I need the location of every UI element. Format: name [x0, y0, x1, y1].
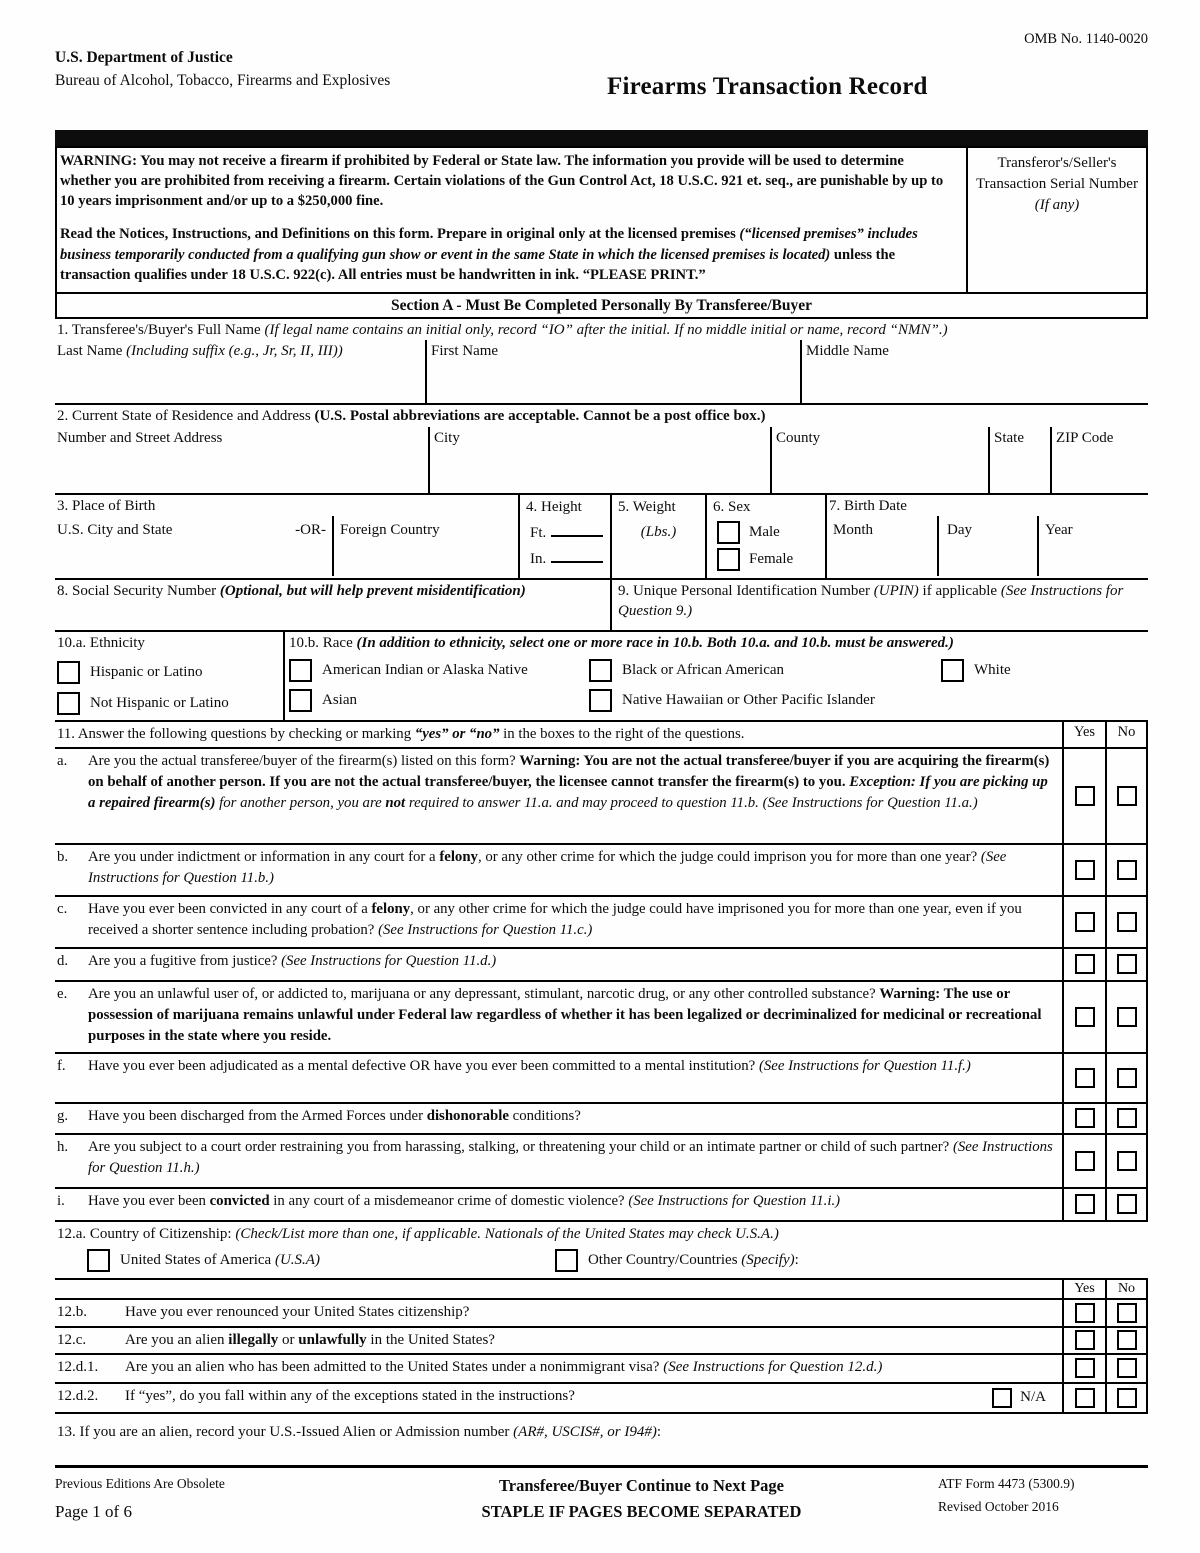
q12-yes-column-header: Yes: [1062, 1280, 1105, 1299]
race-black-label: Black or African American: [622, 662, 785, 679]
birth-year-field[interactable]: Year: [1037, 516, 1148, 576]
upin-field[interactable]: 9. Unique Personal Identification Number (UPIN) if applicable (See Instructions for Question 9.): [610, 580, 1148, 630]
q11i-no-checkbox[interactable]: [1117, 1194, 1137, 1214]
q11f-yes-checkbox[interactable]: [1075, 1068, 1095, 1088]
q7-birth-date: [825, 495, 1148, 578]
form-title: Firearms Transaction Record: [607, 73, 928, 100]
q12-no-column-header: No: [1105, 1280, 1148, 1299]
q11c-no-checkbox[interactable]: [1117, 912, 1137, 932]
race-american-indian-checkbox[interactable]: [289, 659, 312, 682]
last-name-label: Last Name (Including suffix (e.g., Jr, Sr, II, III)): [57, 343, 343, 360]
q12b-number: 12.b.: [57, 1304, 87, 1321]
q11g-no-checkbox[interactable]: [1117, 1108, 1137, 1128]
q11a-yes-checkbox[interactable]: [1075, 786, 1095, 806]
q12-header-row: [55, 1280, 1148, 1301]
q11-questions-table: [55, 722, 1148, 1222]
ethnicity-hispanic-label: Hispanic or Latino: [90, 664, 203, 681]
q12a-citizenship: [55, 1222, 1148, 1280]
warning-paragraph-2: Read the Notices, Instructions, and Definitions on this form. Prepare in original only at the licensed premises (“licensed premises” includes business temporarily conducted from a qualifying gun show or event in the same State in which the licensed premises is located) unless the transaction qualifies under 18 U.S.C. 922(c). All entries must be handwritten in ink. “PLEASE PRINT.”: [60, 226, 918, 283]
q12d2-yes-checkbox[interactable]: [1075, 1388, 1095, 1408]
q11b-text: Are you under indictment or information in any court for a felony, or any other crime for which the judge could imprison you for more than one year? (See Instructions for Question 11.b.): [88, 848, 1007, 886]
height-ft-field[interactable]: [551, 524, 603, 537]
q12b-text: Have you ever renounced your United States citizenship?: [125, 1304, 470, 1321]
revision-date: Revised October 2016: [938, 1499, 1059, 1515]
q11h-no-checkbox[interactable]: [1117, 1151, 1137, 1171]
sex-male-label: Male: [749, 524, 780, 541]
q12c-number: 12.c.: [57, 1331, 87, 1348]
q11e-row: [55, 982, 1148, 1054]
q11c-row: [55, 897, 1148, 949]
birth-day-field[interactable]: Day: [937, 516, 1037, 576]
q11b-row: [55, 845, 1148, 897]
q12c-no-checkbox[interactable]: [1117, 1330, 1137, 1350]
first-name-field[interactable]: First Name: [425, 340, 800, 403]
row-q1-full-name: [55, 319, 1148, 405]
q11i-yes-checkbox[interactable]: [1075, 1194, 1095, 1214]
us-city-state-label: U.S. City and State: [57, 521, 173, 538]
q12-questions-table: [55, 1280, 1148, 1414]
q12c-yes-checkbox[interactable]: [1075, 1330, 1095, 1350]
height-in-field[interactable]: [551, 550, 603, 563]
q11f-text: Have you ever been adjudicated as a mental defective OR have you ever been committed to a mental institution? (See Instructions for Question 11.f.): [88, 1057, 971, 1074]
q11a-no-checkbox[interactable]: [1117, 786, 1137, 806]
page-number: Page 1 of 6: [55, 1502, 132, 1522]
q11g-yes-checkbox[interactable]: [1075, 1108, 1095, 1128]
middle-name-field[interactable]: Middle Name: [800, 340, 1148, 403]
row-q3-q7: [55, 495, 1148, 580]
no-column-header: No: [1105, 722, 1148, 747]
city-field[interactable]: City: [428, 427, 770, 493]
section-a-header: Section A - Must Be Completed Personally By Transferee/Buyer: [55, 294, 1148, 319]
q11d-row: [55, 949, 1148, 982]
q5-weight: [610, 495, 705, 578]
q11e-no-checkbox[interactable]: [1117, 1007, 1137, 1027]
race-asian-label: Asian: [322, 692, 357, 709]
q13-alien-number[interactable]: [55, 1414, 1148, 1465]
q11g-letter: g.: [57, 1107, 69, 1124]
staple-note: STAPLE IF PAGES BECOME SEPARATED: [481, 1502, 802, 1522]
q1-label: 1. Transferee's/Buyer's Full Name (If legal name contains an initial only, record “IO” after the initial. If no middle initial or name, record “NMN”.): [57, 322, 948, 338]
race-asian-checkbox[interactable]: [289, 689, 312, 712]
q10a-ethnicity: [55, 632, 283, 720]
citizenship-usa-label: United States of America (U.S.A): [120, 1252, 320, 1269]
q2-label: 2. Current State of Residence and Address (U.S. Postal abbreviations are acceptable. Cannot be a post office box.): [57, 408, 766, 425]
row-q10-ethnicity-race: [55, 632, 1148, 722]
warning-paragraph-1: WARNING: You may not receive a firearm if prohibited by Federal or State law. The information you provide will be used to determine whether you are prohibited from receiving a firearm. Certain violations of the Gun Control Act, 18 U.S.C. 921 et. seq., are punishable by up to 10 years imprisonment and/or up to a $250,000 fine.: [60, 153, 944, 210]
q11e-letter: e.: [57, 985, 68, 1002]
q11d-text: Are you a fugitive from justice? (See Instructions for Question 11.d.): [88, 952, 497, 969]
or-label: -OR-: [295, 521, 326, 538]
q10a-label: 10.a. Ethnicity: [57, 634, 145, 651]
q11h-text: Are you subject to a court order restraining you from harassing, stalking, or threatening your child or an intimate partner or child of such partner? (See Instructions for Question 11.h.): [88, 1138, 1053, 1176]
birth-month-field[interactable]: Month: [833, 521, 874, 538]
q11b-yes-checkbox[interactable]: [1075, 860, 1095, 880]
race-native-hawaiian-label: Native Hawaiian or Other Pacific Islander: [622, 692, 875, 709]
q11a-letter: a.: [57, 752, 68, 769]
q11c-text: Have you ever been convicted in any court of a felony, or any other crime for which the judge could have imprisoned you for more than one year, even if you received a shorter sentence including probation? (See Instructions for Question 11.c.): [88, 900, 1022, 938]
omb-number: OMB No. 1140-0020: [1024, 31, 1148, 47]
q11f-no-checkbox[interactable]: [1117, 1068, 1137, 1088]
q11d-no-checkbox[interactable]: [1117, 954, 1137, 974]
q12d1-no-checkbox[interactable]: [1117, 1358, 1137, 1378]
agency-block: [55, 48, 390, 92]
citizenship-other-label: Other Country/Countries (Specify):: [587, 1252, 799, 1269]
q11h-yes-checkbox[interactable]: [1075, 1151, 1095, 1171]
q11i-row: [55, 1189, 1148, 1222]
warning-text: [57, 148, 966, 292]
q12d1-number: 12.d.1.: [57, 1358, 99, 1375]
q11f-row: [55, 1054, 1148, 1104]
q5-label: 5. Weight: [618, 498, 676, 515]
sex-female-checkbox[interactable]: [717, 548, 740, 571]
county-field[interactable]: County: [770, 427, 988, 493]
q4-height: [518, 495, 610, 578]
q12d2-row: [55, 1384, 1148, 1414]
q11g-text: Have you been discharged from the Armed Forces under dishonorable conditions?: [88, 1107, 581, 1124]
q11f-letter: f.: [57, 1057, 66, 1074]
q11i-text: Have you ever been convicted in any court of a misdemeanor crime of domestic violence? (See Instructions for Question 11.i.): [88, 1192, 841, 1209]
q7-label: 7. Birth Date: [829, 497, 907, 514]
q11a-row: [55, 749, 1148, 845]
transaction-serial-field[interactable]: Transferor's/Seller's Transaction Serial Number (If any): [966, 148, 1146, 292]
q11d-letter: d.: [57, 952, 69, 969]
q6-label: 6. Sex: [713, 498, 751, 515]
height-ft-label: Ft.: [530, 524, 547, 541]
q11g-row: [55, 1104, 1148, 1135]
race-american-indian-label: American Indian or Alaska Native: [322, 662, 528, 679]
q11i-letter: i.: [57, 1192, 65, 1209]
q12b-yes-checkbox[interactable]: [1075, 1303, 1095, 1323]
q12d2-na-checkbox[interactable]: [992, 1388, 1012, 1408]
q10b-label: 10.b. Race (In addition to ethnicity, select one or more race in 10.b. Both 10.a. and 10.b. must be answered.): [289, 634, 954, 651]
race-black-checkbox[interactable]: [589, 659, 612, 682]
bureau-name: Bureau of Alcohol, Tobacco, Firearms and Explosives: [55, 71, 391, 89]
q12c-text: Are you an alien illegally or unlawfully in the United States?: [125, 1331, 495, 1348]
q11-header-row: [55, 722, 1148, 749]
yes-column-header: Yes: [1062, 722, 1105, 747]
q12d1-row: [55, 1355, 1148, 1384]
q12b-no-checkbox[interactable]: [1117, 1303, 1137, 1323]
q12d1-yes-checkbox[interactable]: [1075, 1358, 1095, 1378]
race-native-hawaiian-checkbox[interactable]: [589, 689, 612, 712]
row-q2-residence: [55, 405, 1148, 494]
height-in-label: In.: [530, 551, 547, 567]
q4-label: 4. Height: [526, 498, 582, 515]
q12c-row: [55, 1328, 1148, 1355]
q12b-row: [55, 1300, 1148, 1327]
q6-sex: [705, 495, 825, 578]
q11c-yes-checkbox[interactable]: [1075, 912, 1095, 932]
q11h-letter: h.: [57, 1138, 69, 1155]
q11a-text: Are you the actual transferee/buyer of the firearm(s) listed on this form? Warning: You are not the actual transferee/buyer if you are acquiring the firearm(s) on behalf of another person. If you are not the actual transferee/buyer, the licensee cannot transfer the firearm(s) to you. Exception: If you are picking up a repaired firearm(s) for another person, you are not required to answer 11.a. and may proceed to question 11.b. (See Instructions for Question 11.a.): [88, 752, 1050, 811]
q11e-yes-checkbox[interactable]: [1075, 1007, 1095, 1027]
form-number: ATF Form 4473 (5300.9): [938, 1475, 1075, 1491]
citizenship-usa-checkbox[interactable]: [87, 1249, 110, 1272]
page-footer: [55, 1468, 1148, 1524]
q12d2-text: If “yes”, do you fall within any of the exceptions stated in the instructions?: [125, 1387, 575, 1404]
foreign-country-field[interactable]: Foreign Country: [332, 516, 518, 576]
last-name-field[interactable]: [55, 340, 425, 403]
divider-bar: [55, 130, 1148, 146]
sex-male-checkbox[interactable]: [717, 521, 740, 544]
zip-code-field[interactable]: ZIP Code: [1050, 427, 1148, 493]
q11b-no-checkbox[interactable]: [1117, 860, 1137, 880]
ethnicity-not-hispanic-checkbox[interactable]: [57, 692, 80, 715]
race-white-label: White: [974, 662, 1011, 679]
q3-place-of-birth: [55, 495, 518, 578]
q13-label: 13. If you are an alien, record your U.S.-Issued Alien or Admission number (AR#, USCIS#, or I94#):: [57, 1423, 662, 1440]
street-address-field[interactable]: Number and Street Address: [57, 429, 223, 446]
state-field[interactable]: State: [988, 427, 1050, 493]
weight-lbs-field[interactable]: (Lbs.): [640, 523, 677, 540]
warning-box: [55, 146, 1148, 294]
q11e-text: Are you an unlawful user of, or addicted to, marijuana or any depressant, stimulant, narcotic drug, or any other controlled substance? Warning: The use or possession of marijuana remains unlawful under Federal law regardless of whether it has been legalized or decriminalized for medicinal or recreational purposes in the state where you reside.: [88, 985, 1042, 1044]
citizenship-other-checkbox[interactable]: [555, 1249, 578, 1272]
q12d2-no-checkbox[interactable]: [1117, 1388, 1137, 1408]
previous-editions-note: Previous Editions Are Obsolete: [55, 1475, 225, 1491]
q11h-row: [55, 1135, 1148, 1189]
q12d1-text: Are you an alien who has been admitted to the United States under a nonimmigrant visa? (See Instructions for Question 12.d.): [125, 1358, 883, 1375]
q3-label: 3. Place of Birth: [57, 497, 156, 514]
race-white-checkbox[interactable]: [941, 659, 964, 682]
ssn-field[interactable]: 8. Social Security Number (Optional, but will help prevent misidentification): [57, 582, 526, 599]
q12d2-number: 12.d.2.: [57, 1387, 99, 1404]
q11c-letter: c.: [57, 900, 68, 917]
row-q8-q9: [55, 580, 1148, 632]
q11d-yes-checkbox[interactable]: [1075, 954, 1095, 974]
q12a-label: 12.a. Country of Citizenship: (Check/List more than one, if applicable. Nationals of the United States may check U.S.A.): [57, 1225, 779, 1242]
continue-note: Transferee/Buyer Continue to Next Page: [498, 1475, 785, 1495]
us-city-state-field[interactable]: [55, 516, 332, 576]
ethnicity-not-hispanic-label: Not Hispanic or Latino: [90, 695, 229, 712]
q12d2-na-label: N/A: [1020, 1389, 1046, 1406]
department-name: U.S. Department of Justice: [55, 49, 233, 66]
q11b-letter: b.: [57, 848, 69, 865]
ethnicity-hispanic-checkbox[interactable]: [57, 661, 80, 684]
q11-header-text: 11. Answer the following questions by checking or marking “yes” or “no” in the boxes to the right of the questions.: [57, 725, 745, 742]
q10b-race: [283, 632, 1148, 720]
sex-female-label: Female: [749, 551, 794, 568]
